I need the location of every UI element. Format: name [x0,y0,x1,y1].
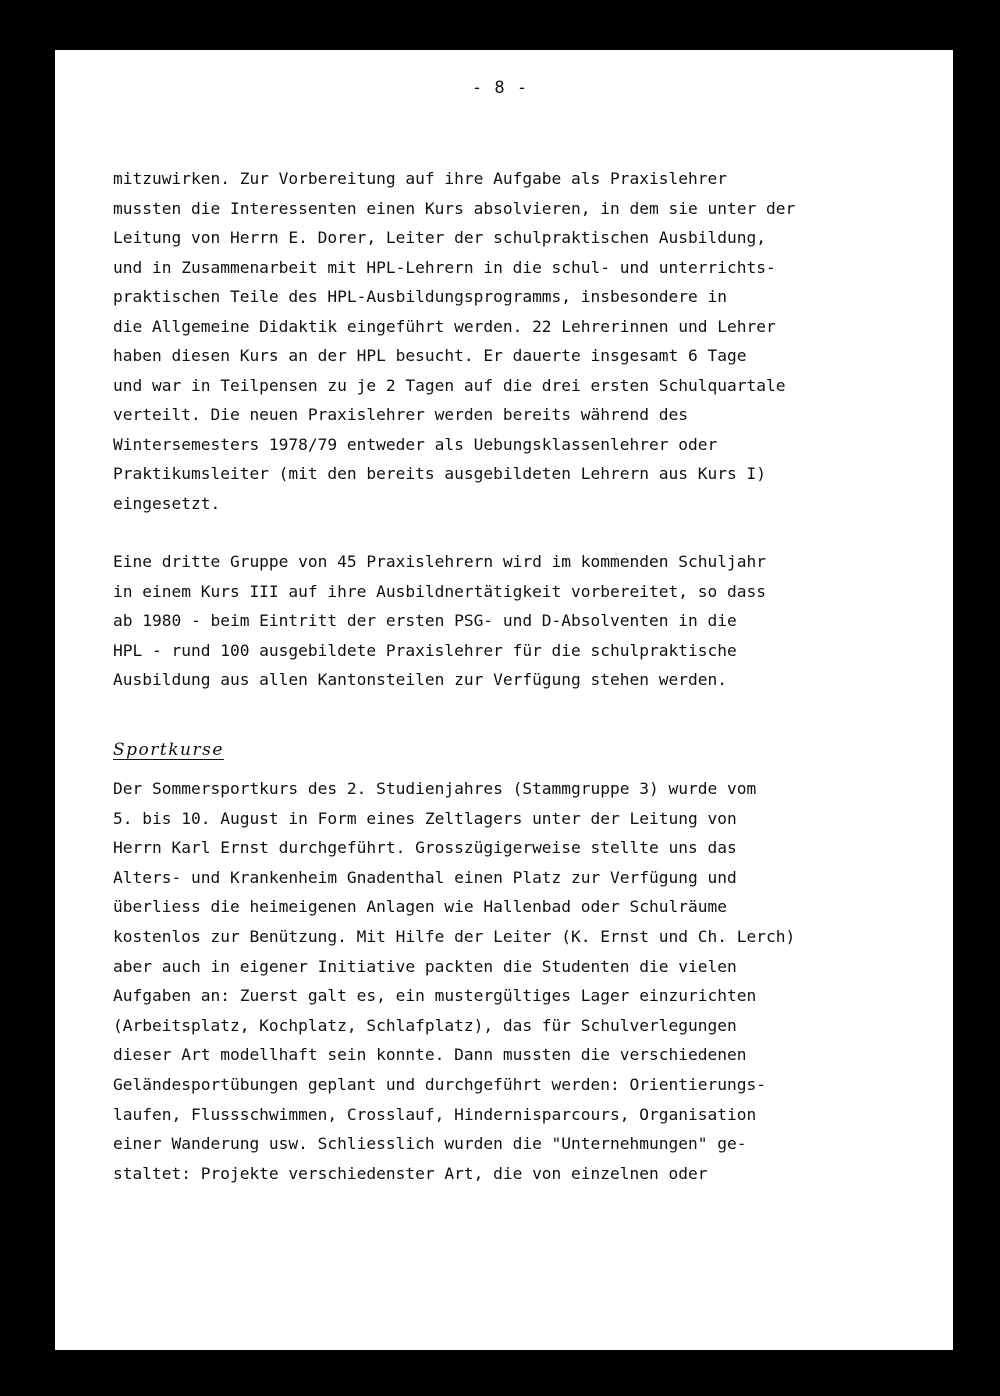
page-number: - 8 - [471,78,529,98]
text-line: Wintersemesters 1978/79 entweder als Uebungsklassenlehrer oder [113,434,718,454]
text-line: überliess die heimeigenen Anlagen wie Hallenbad oder Schulräume [113,897,727,917]
text-line: haben diesen Kurs an der HPL besucht. Er dauerte insgesamt 6 Tage [113,346,747,365]
text-line: laufen, Flussschwimmen, Crosslauf, Hindernisparcours, Organisation [113,1104,757,1124]
text-line: Der Sommersportkurs des 2. Studienjahres (Stammgruppe 3) wurde vom [113,779,757,798]
text-line: in einem Kurs III auf ihre Ausbildnertätigkeit vorbereitet, so dass [113,581,766,601]
text-line: mussten die Interessenten einen Kurs absolvieren, in dem sie unter der [113,198,796,218]
text-line: ab 1980 - beim Eintritt der ersten PSG- und D-Absolventen in die [113,611,737,630]
text-line: Aufgaben an: Zuerst galt es, ein mustergültiges Lager einzurichten [113,986,757,1006]
text-line: Eine dritte Gruppe von 45 Praxislehrern wird im kommenden Schuljahr [113,552,766,571]
section-heading-sportkurse: Sportkurse [113,740,224,760]
text-line: Herrn Karl Ernst durchgeführt. Grosszügigerweise stellte uns das [113,838,737,858]
text-line: kostenlos zur Benützung. Mit Hilfe der Leiter (K. Ernst und Ch. Lerch) [113,927,796,946]
text-line: eingesetzt. [113,493,221,513]
text-line: 5. bis 10. August in Form eines Zeltlagers unter der Leitung von [113,808,737,828]
text-line: und in Zusammenarbeit mit HPL-Lehrern in die schul- und unterrichts- [113,257,776,277]
text-line: mitzuwirken. Zur Vorbereitung auf ihre Aufgabe als Praxislehrer [113,169,727,188]
text-line: staltet: Projekte verschiedenster Art, die von einzelnen oder [113,1163,708,1183]
text-line: Alters- und Krankenheim Gnadenthal einen Platz zur Verfügung und [113,867,737,887]
text-line: Geländesportübungen geplant und durchgeführt werden: Orientierungs- [113,1075,766,1094]
text-line: verteilt. Die neuen Praxislehrer werden bereits während des [113,405,688,424]
text-line: (Arbeitsplatz, Kochplatz, Schlafplatz), das für Schulverlegungen [113,1015,737,1035]
text-line: Praktikumsleiter (mit den bereits ausgebildeten Lehrern aus Kurs I) [113,464,766,483]
text-line: HPL - rund 100 ausgebildete Praxislehrer für die schulpraktische [113,640,737,660]
text-line: Ausbildung aus allen Kantonsteilen zur Verfügung stehen werden. [113,670,727,689]
text-line: dieser Art modellhaft sein konnte. Dann mussten die verschiedenen [113,1045,747,1065]
text-line: praktischen Teile des HPL-Ausbildungsprogramms, insbesondere in [113,287,727,306]
text-line: aber auch in eigener Initiative packten die Studenten die vielen [113,956,737,976]
text-line: Leitung von Herrn E. Dorer, Leiter der schulpraktischen Ausbildung, [113,228,766,247]
text-line: einer Wanderung usw. Schliesslich wurden die "Unternehmungen" ge- [113,1134,747,1154]
text-line: die Allgemeine Didaktik eingeführt werden. 22 Lehrerinnen und Lehrer [113,316,776,336]
text-line: und war in Teilpensen zu je 2 Tagen auf die drei ersten Schulquartale [113,375,786,395]
